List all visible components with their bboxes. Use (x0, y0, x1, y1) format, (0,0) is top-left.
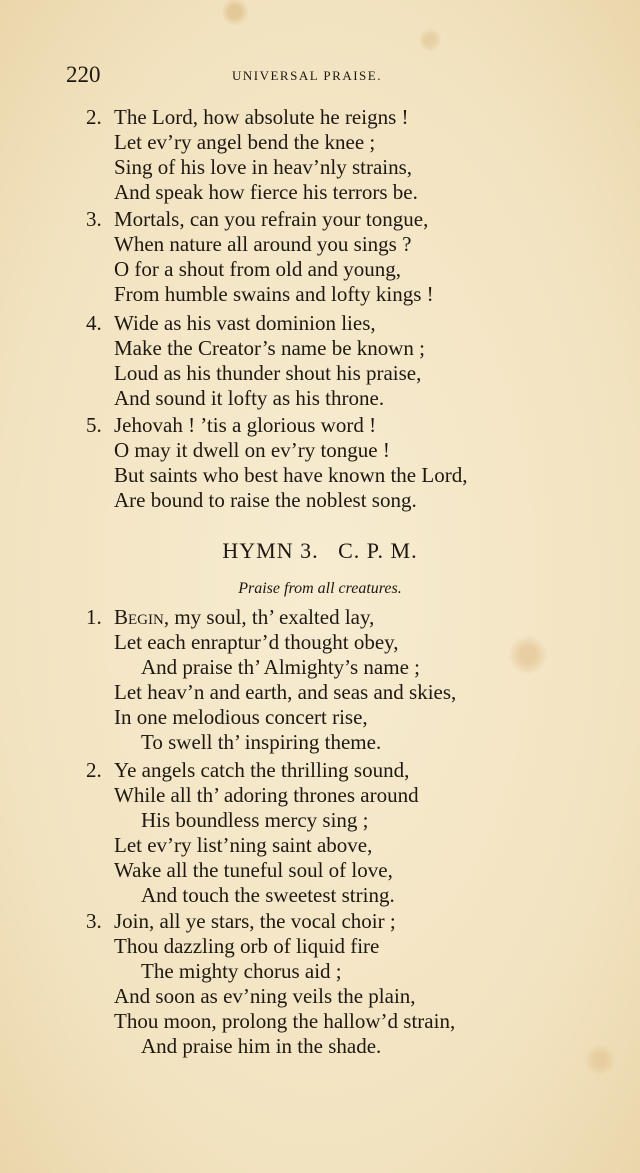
verse-line: Thou moon, prolong the hallow’d strain, (114, 1009, 456, 1033)
verse-line: Let each enraptur’d thought obey, (114, 630, 399, 654)
hymn3-stanza-1 (86, 605, 586, 755)
verse-line: Wake all the tuneful soul of love, (114, 858, 393, 882)
hymn3-stanza-3 (86, 909, 586, 1059)
verse-line: From humble swains and lofty kings ! (114, 282, 434, 306)
stanza-number: 2. (86, 758, 102, 782)
verse-line: Let ev’ry list’ning saint above, (114, 833, 373, 857)
stanza-2 (86, 105, 586, 205)
verse-line: His boundless mercy sing ; (141, 808, 369, 832)
stanza-number: 5. (86, 413, 102, 437)
stanza-number: 1. (86, 605, 102, 629)
stanza-number: 4. (86, 311, 102, 335)
verse-line: But saints who best have known the Lord, (114, 463, 468, 487)
hymn3-stanza-2 (86, 758, 586, 908)
verse-line: The mighty chorus aid ; (141, 959, 342, 983)
verse-line: Are bound to raise the noblest song. (114, 488, 417, 512)
verse-line: The Lord, how absolute he reigns ! (114, 105, 409, 129)
verse-line: O for a shout from old and young, (114, 257, 401, 281)
verse-line: Let heav’n and earth, and seas and skies, (114, 680, 457, 704)
stanza-5 (86, 413, 586, 513)
verse-line: Mortals, can you refrain your tongue, (114, 207, 429, 231)
stanza-number: 2. (86, 105, 102, 129)
verse-line: Thou dazzling orb of liquid fire (114, 934, 380, 958)
verse-line: Jehovah ! ’tis a glorious word ! (114, 413, 377, 437)
verse-line: In one melodious concert rise, (114, 705, 368, 729)
verse-line: Join, all ye stars, the vocal choir ; (114, 909, 396, 933)
verse-line: Wide as his vast dominion lies, (114, 311, 376, 335)
verse-line: Ye angels catch the thrilling sound, (114, 758, 410, 782)
verse-line (114, 605, 374, 630)
verse-line: And praise th’ Almighty’s name ; (141, 655, 420, 679)
verse-line: O may it dwell on ev’ry tongue ! (114, 438, 390, 462)
verse-line: And speak how fierce his terrors be. (114, 180, 418, 204)
verse-line: While all th’ adoring thrones around (114, 783, 419, 807)
first-line-rest: , my soul, th’ exalted lay, (163, 605, 375, 629)
stanza-4 (86, 311, 586, 411)
hymn-subtitle: Praise from all creatures. (238, 580, 402, 597)
verse-line: And praise him in the shade. (141, 1034, 382, 1058)
page-number: 220 (66, 62, 101, 87)
verse-line: Sing of his love in heav’nly strains, (114, 155, 413, 179)
stanza-number: 3. (86, 207, 102, 231)
stanza-number: 3. (86, 909, 102, 933)
verse-line: And sound it lofty as his throne. (114, 386, 385, 410)
verse-line: And touch the sweetest string. (141, 883, 395, 907)
hymn-title: HYMN 3. C. P. M. (222, 538, 418, 563)
running-title: UNIVERSAL PRAISE. (232, 68, 382, 83)
verse-line: Make the Creator’s name be known ; (114, 336, 426, 360)
stanza-3 (86, 207, 586, 307)
page-header (66, 62, 566, 92)
verse-line: Loud as his thunder shout his praise, (114, 361, 422, 385)
verse-line: To swell th’ inspiring theme. (141, 730, 382, 754)
verse-line: When nature all around you sings ? (114, 232, 412, 256)
verse-line: And soon as ev’ning veils the plain, (114, 984, 416, 1008)
verse-line: Let ev’ry angel bend the knee ; (114, 130, 376, 154)
first-word: Begin (114, 605, 164, 629)
